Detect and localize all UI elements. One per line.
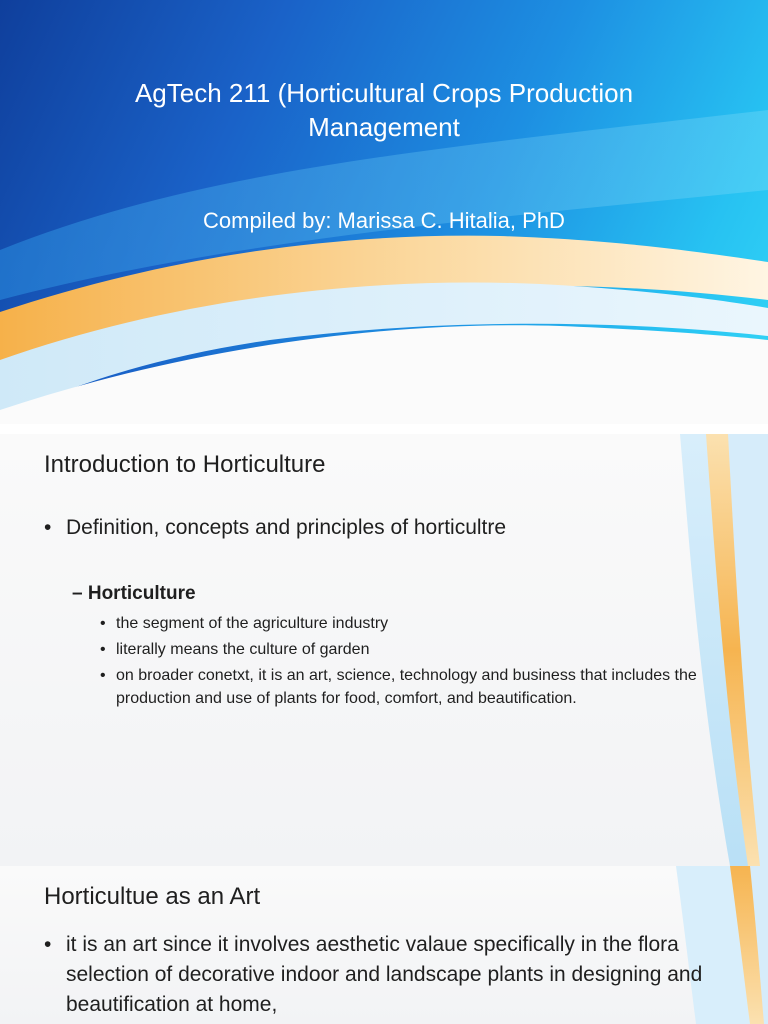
bullet-dot: • — [100, 615, 106, 632]
slide-heading: Introduction to Horticulture — [44, 451, 326, 478]
list-item — [98, 664, 710, 710]
intro-slide — [0, 434, 768, 866]
bullet-text: it is an art since it involves aesthetic valaue specifically in the flora selection of decorative indoor and landscape plants in designing and beautification at home, — [66, 933, 703, 1016]
bullet-text: Definition, concepts and principles of horticultre — [66, 516, 507, 539]
slide-subtitle: Compiled by: Marissa C. Hitalia, PhD — [203, 208, 565, 233]
bullet-dot: • — [44, 516, 52, 539]
list-item-text: on broader conetxt, it is an art, science, technology and business that includes the production and use of plants for food, comfort, and beautification. — [116, 667, 697, 707]
bullet-item — [44, 514, 506, 542]
list-item — [98, 638, 710, 661]
dash-marker: – — [72, 583, 88, 604]
bullet-dot: • — [100, 641, 106, 658]
bullet-dot: • — [44, 933, 52, 956]
list-item-text: the segment of the agriculture industry — [116, 615, 389, 632]
bullet-dot: • — [100, 667, 106, 684]
list-item — [98, 612, 710, 635]
title-slide — [0, 0, 768, 424]
list-item-text: literally means the culture of garden — [116, 641, 370, 658]
bullet-item — [44, 930, 714, 1020]
slide-title: AgTech 211 (Horticultural Crops Production Management — [134, 78, 634, 142]
art-slide — [0, 866, 768, 1024]
sub-heading-text: Horticulture — [87, 583, 196, 604]
sub-heading — [72, 582, 196, 606]
sub-item-list — [98, 612, 710, 713]
slide-heading: Horticultue as an Art — [44, 883, 261, 910]
